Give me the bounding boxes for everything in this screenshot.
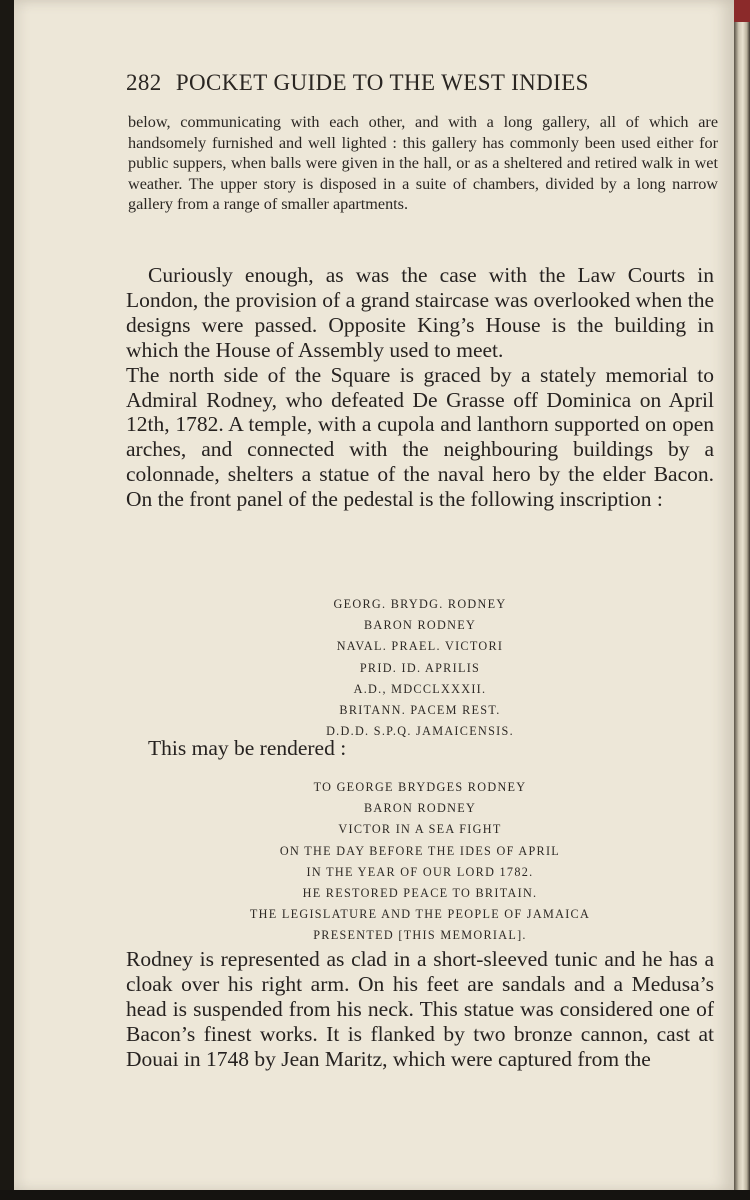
inscription-line: HE RESTORED PEACE TO BRITAIN. bbox=[302, 886, 538, 901]
page-edge bbox=[734, 0, 750, 1200]
paragraph-rodney-memorial: The north side of the Square is graced by a stately memorial to Admiral Rodney, who defeated De Grasse off Dominica on April 12th, 1782. A temple, with a cupola and lanthorn supported on open arches, and connected with the neighbouring buildings by a colonnade, shelters a statue of the naval hero by the elder Bacon. On the front panel of the pedestal is the following inscription : bbox=[126, 362, 714, 512]
inscription-line: GEORG. BRYDG. RODNEY bbox=[333, 597, 507, 611]
inscription-line: BARON RODNEY bbox=[363, 801, 477, 816]
running-title: POCKET GUIDE TO THE WEST INDIES bbox=[175, 70, 589, 95]
inscription-line: THE LEGISLATURE AND THE PEOPLE OF JAMAICA bbox=[249, 907, 591, 922]
inscription-line: BARON RODNEY bbox=[363, 618, 477, 633]
inscription-line: NAVAL. PRAEL. VICTORI bbox=[336, 639, 504, 654]
page-bottom-edge bbox=[0, 1190, 750, 1200]
inscription-line: A.D., MDCCLXXXII. bbox=[353, 681, 487, 696]
final-text bbox=[126, 947, 714, 1072]
inscription-line: IN THE YEAR OF OUR LORD 1782. bbox=[306, 864, 534, 879]
running-header bbox=[126, 70, 712, 96]
inscription-line: TO GEORGE BRYDGES RODNEY bbox=[313, 780, 527, 794]
inscription-line: PRESENTED [THIS MEMORIAL]. bbox=[313, 928, 527, 943]
rendered-intro: This may be rendered : bbox=[148, 736, 347, 760]
page-number: 282 bbox=[126, 70, 162, 95]
paragraph-statue: Rodney is represented as clad in a short-sleeved tunic and he has a cloak over his right arm. On his feet are sandals and a Medusa’s head is suspended from his neck. This statue was considered one of Bacon’s finest works. It is flanked by two bronze cannon, cast at Douai in 1748 by Jean Maritz, which were captured from the bbox=[126, 947, 714, 1071]
corner-mark bbox=[734, 0, 750, 22]
english-inscription bbox=[126, 777, 714, 947]
main-text bbox=[126, 263, 714, 512]
quoted-passage: below, communicating with each other, and with a long gallery, all of which are handsomely furnished and well lighted : this gallery has commonly been used either for public suppers, when balls were given in the hall, or as a sheltered and retired walk in wet weather. The upper story is disposed in a suite of chambers, divided by a long narrow gallery from a range of smaller apartments. bbox=[128, 113, 718, 214]
paragraph-staircase: Curiously enough, as was the case with the Law Courts in London, the provision of a grand staircase was overlooked when the designs were passed. Opposite King’s House is the building in which the House of Assembly used to meet. bbox=[126, 263, 714, 362]
inscription-line: D.D.D. S.P.Q. JAMAICENSIS. bbox=[326, 724, 514, 739]
inscription-line: ON THE DAY BEFORE THE IDES OF APRIL bbox=[279, 843, 561, 858]
inscription-line: BRITANN. PACEM REST. bbox=[339, 703, 501, 718]
inscription-line: VICTOR IN A SEA FIGHT bbox=[338, 822, 502, 837]
latin-inscription bbox=[126, 594, 714, 742]
inscription-line: PRID. ID. APRILIS bbox=[359, 660, 481, 675]
